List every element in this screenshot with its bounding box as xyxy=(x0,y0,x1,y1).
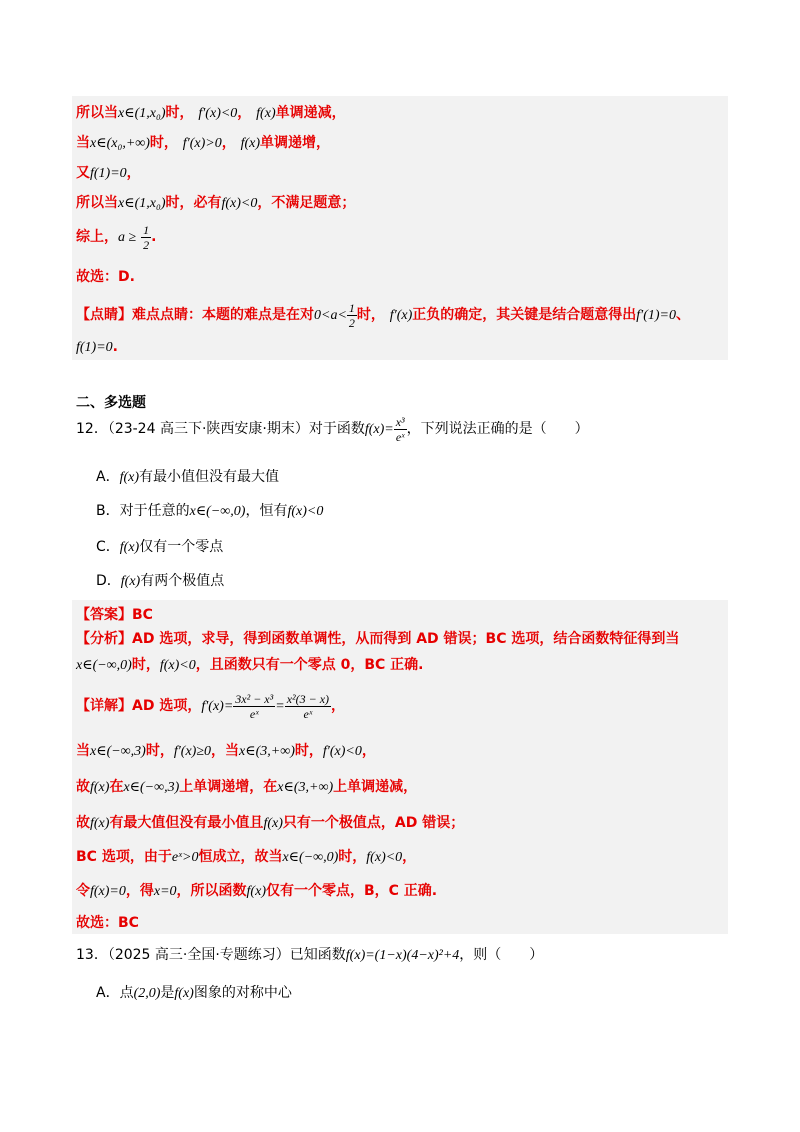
question-12-option-d xyxy=(96,570,224,593)
denominator: eˣ xyxy=(249,706,259,721)
text: 当 xyxy=(76,135,90,151)
math: f(x)<0 xyxy=(159,658,196,673)
detail-line-4 xyxy=(76,812,464,835)
math: x∈(−∞,3) xyxy=(123,780,180,795)
fraction xyxy=(285,692,331,721)
math: (2,0) xyxy=(133,986,161,1001)
math: f(x) xyxy=(90,816,110,831)
text: 、 xyxy=(676,307,691,323)
text: ，则（ ） xyxy=(459,947,544,963)
text: 时， xyxy=(338,849,367,865)
option-label: B． xyxy=(96,503,120,519)
math: f′(x)<0 xyxy=(322,744,362,759)
text: ， xyxy=(237,105,252,121)
text: 故选：BC xyxy=(76,915,139,931)
math: x∈(−∞,0) xyxy=(189,504,246,519)
text: ， xyxy=(126,165,141,181)
text: 故 xyxy=(76,815,90,831)
text: ，下列说法正确的是（ ） xyxy=(406,421,589,437)
math: f(x) xyxy=(174,986,194,1001)
text: ，且函数只有一个零点 0，BC 正确. xyxy=(195,657,424,673)
text: 12．（23-24 高三下·陕西安康·期末）对于函数 xyxy=(76,421,365,437)
text: ，当 xyxy=(211,743,240,759)
question-12-option-a xyxy=(96,466,279,489)
text: 时， xyxy=(294,743,323,759)
math: x∈(3,+∞) xyxy=(277,780,334,795)
numerator: 1 xyxy=(143,222,150,237)
text: 时， xyxy=(356,307,385,323)
question-12-stem xyxy=(76,412,589,447)
text: 时， xyxy=(131,657,160,673)
text: 有最大值但没有最小值且 xyxy=(109,815,264,831)
option-text: 仅有一个零点 xyxy=(139,539,224,555)
option-text: 图象的对称中心 xyxy=(193,985,292,1001)
math: f(x)=(1−x)(4−x)²+4 xyxy=(345,948,460,963)
question-13-option-a xyxy=(96,982,292,1005)
math: f(x) xyxy=(120,574,141,589)
text: ， xyxy=(331,698,346,714)
answer-text: 【答案】BC xyxy=(76,607,153,623)
text: 故 xyxy=(76,779,90,795)
text: 所以当 xyxy=(76,105,118,121)
option-label: D． xyxy=(96,573,121,589)
solution-line-5 xyxy=(76,222,156,253)
text: 时， xyxy=(149,135,178,151)
answer-line xyxy=(76,604,153,626)
text: 在 xyxy=(109,779,124,795)
option-text: 对于任意的 xyxy=(119,503,190,519)
text: 上单调递减， xyxy=(333,779,418,795)
solution-line-2 xyxy=(76,132,330,155)
numerator: x²(3 − x) xyxy=(286,691,330,706)
option-label: A． xyxy=(96,985,120,1001)
math: x∈(−∞,0) xyxy=(76,658,132,673)
math: x=0 xyxy=(153,884,177,899)
solution-line-6 xyxy=(76,266,135,288)
numerator: 1 xyxy=(348,300,355,315)
option-text: ，恒有 xyxy=(245,503,288,519)
option-label: A． xyxy=(96,469,120,485)
math: a ≥ xyxy=(118,230,137,245)
math: f′(x)= xyxy=(201,699,234,714)
text: . xyxy=(151,229,157,245)
math: f(x)<0 xyxy=(221,196,258,211)
fraction xyxy=(141,223,151,252)
solution-line-1 xyxy=(76,102,346,125)
math: f′(1)=0 xyxy=(636,308,677,323)
math: f(x) xyxy=(119,470,140,485)
question-12-option-c xyxy=(96,536,223,559)
denominator: 2 xyxy=(348,315,355,330)
text: 又 xyxy=(76,165,90,181)
text: 当 xyxy=(76,743,90,759)
text: ， xyxy=(221,135,236,151)
math: x∈(−∞,3) xyxy=(90,744,146,759)
section-title xyxy=(76,392,146,414)
analysis-line-1 xyxy=(76,628,679,650)
text: 仅有一个零点，B，C 正确. xyxy=(265,883,438,899)
math: f(x)<0 xyxy=(366,850,403,865)
solution-line-4 xyxy=(76,192,355,215)
fraction xyxy=(394,415,407,444)
text: BC 选项，由于 xyxy=(76,849,172,865)
question-12-option-b xyxy=(96,500,323,523)
option-text: 有最小值但没有最大值 xyxy=(139,469,280,485)
detail-line-5 xyxy=(76,846,416,869)
text: 13．（2025 高三·全国·专题练习）已知函数 xyxy=(76,947,346,963)
text: 时， xyxy=(145,743,174,759)
text: ， xyxy=(361,743,376,759)
text: 时，必有 xyxy=(165,195,222,211)
math: f(1)=0 xyxy=(90,166,127,181)
math: f(x) xyxy=(256,106,276,121)
denominator: eˣ xyxy=(303,706,313,721)
text: 【详解】AD 选项， xyxy=(76,698,202,714)
math: = xyxy=(275,699,285,714)
option-text: 是 xyxy=(160,985,175,1001)
math: f(x) xyxy=(90,780,110,795)
text: ，所以函数 xyxy=(176,883,247,899)
math: f(x) xyxy=(240,136,261,151)
math: f(x)=0 xyxy=(90,884,126,899)
math: f′(x)≥0 xyxy=(173,744,212,759)
text: 故选：D. xyxy=(76,269,135,285)
detail-line-3 xyxy=(76,776,417,799)
detail-line-6 xyxy=(76,880,437,903)
math: f(x)<0 xyxy=(287,504,324,519)
math: x∈(1,x₀) xyxy=(118,106,166,121)
denominator: 2 xyxy=(143,237,150,252)
solution-line-7 xyxy=(76,300,690,331)
numerator: 3x² − x³ xyxy=(235,691,274,706)
detail-line-1 xyxy=(76,688,345,725)
detail-line-7 xyxy=(76,912,139,934)
text: 上单调递增，在 xyxy=(179,779,278,795)
detail-line-2 xyxy=(76,740,376,763)
math: 0<a< xyxy=(314,308,347,323)
option-label: C． xyxy=(96,539,120,555)
text: 单调递减， xyxy=(275,105,346,121)
math: f′(x)>0 xyxy=(182,136,222,151)
math: f(x) xyxy=(263,816,283,831)
text: ，得 xyxy=(125,883,154,899)
text: ， xyxy=(402,849,417,865)
question-13-stem xyxy=(76,944,543,967)
math: f(1)=0 xyxy=(76,340,113,355)
text: 恒成立，故当 xyxy=(198,849,283,865)
numerator: x³ xyxy=(395,414,405,429)
math: f′(x) xyxy=(389,308,413,323)
text: 【点睛】难点点睛：本题的难点是在对 xyxy=(76,307,314,323)
fraction xyxy=(347,301,357,330)
text: 正负的确定，其关键是结合题意得出 xyxy=(412,307,637,323)
math: x∈(x₀,+∞) xyxy=(90,136,150,151)
text: 只有一个极值点，AD 错误； xyxy=(282,815,465,831)
math: x∈(1,x₀) xyxy=(118,196,166,211)
fraction xyxy=(233,692,275,721)
math: f(x) xyxy=(119,540,140,555)
text: 时， xyxy=(165,105,194,121)
denominator: eˣ xyxy=(395,429,405,444)
text: 所以当 xyxy=(76,195,118,211)
math: x∈(3,+∞) xyxy=(239,744,295,759)
math: f(x) xyxy=(246,884,266,899)
solution-line-3 xyxy=(76,162,141,185)
text: 单调递增， xyxy=(260,135,331,151)
math: f′(x)<0 xyxy=(198,106,238,121)
math: eˣ>0 xyxy=(171,850,199,865)
math: f(x)= xyxy=(364,422,394,437)
option-text: 点 xyxy=(119,985,134,1001)
section-title-text: 二、多选题 xyxy=(76,395,146,411)
option-text: 有两个极值点 xyxy=(140,573,225,589)
math: x∈(−∞,0) xyxy=(282,850,339,865)
analysis-line-2 xyxy=(76,654,423,677)
text: 综上， xyxy=(76,229,118,245)
text: 【分析】AD 选项，求导，得到函数单调性，从而得到 AD 错误；BC 选项，结合函数特征得到当 xyxy=(76,631,680,647)
text: ，不满足题意； xyxy=(257,195,356,211)
text: 令 xyxy=(76,883,90,899)
solution-line-8 xyxy=(76,336,118,359)
text: . xyxy=(112,339,118,355)
